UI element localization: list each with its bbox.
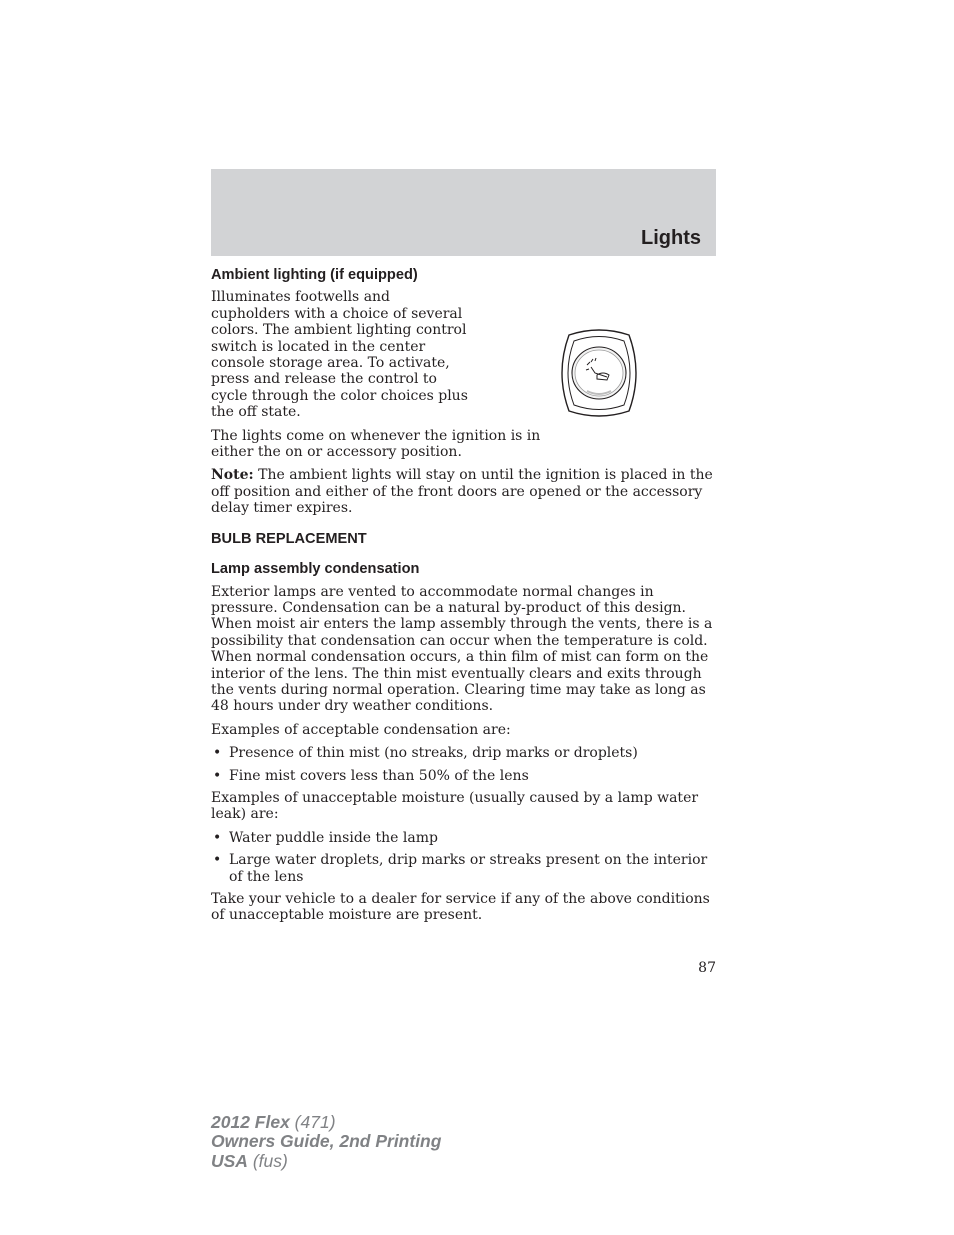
footer-line-2 xyxy=(211,1132,441,1151)
lamp-condensation-heading: Lamp assembly condensation xyxy=(211,561,420,578)
note-label: Note: xyxy=(211,467,254,484)
acceptable-intro: Examples of acceptable condensation are: xyxy=(211,721,511,738)
footer-market: USA xyxy=(211,1150,248,1171)
unacceptable-list xyxy=(211,830,716,885)
acceptable-list xyxy=(211,745,716,784)
closing-paragraph: Take your vehicle to a dealer for service if any of the above conditions of unacceptable moisture are present. xyxy=(211,891,710,924)
list-item xyxy=(211,745,716,761)
list-item-text: Fine mist covers less than 50% of the lens xyxy=(229,767,529,784)
bullet: • xyxy=(213,745,222,762)
footer-model: 2012 Flex xyxy=(211,1112,290,1132)
ambient-intro-block xyxy=(211,289,716,420)
bullet: • xyxy=(213,767,222,784)
note-text: The ambient lights will stay on until the ignition is placed in the off position and either of the front doors are opened or the accessory delay timer expires. xyxy=(211,467,713,517)
list-item xyxy=(211,830,716,846)
ambient-lighting-switch-icon xyxy=(557,327,641,419)
unacceptable-intro: Examples of unacceptable moisture (usually caused by a lamp water leak) are: xyxy=(211,789,699,823)
document-footer xyxy=(211,1113,441,1171)
footer-model-code: (471) xyxy=(289,1112,336,1132)
list-item xyxy=(211,852,716,885)
ambient-intro-paragraph: Illuminates footwells and cupholders with a choice of several colors. The ambient lighting control switch is located in the center console storage area. To activate, press and release the control to cycle through the color choices plus the off state. xyxy=(211,289,468,421)
bullet: • xyxy=(213,852,222,869)
footer-line-3 xyxy=(211,1152,441,1171)
list-item-text: Large water droplets, drip marks or streaks present on the interior of the lens xyxy=(229,852,708,885)
page-number: 87 xyxy=(698,960,716,976)
ambient-lighting-heading: Ambient lighting (if equipped) xyxy=(211,267,418,283)
bullet: • xyxy=(213,829,222,846)
section-header-band xyxy=(211,169,716,256)
footer-market-code: (fus) xyxy=(247,1150,288,1171)
list-item-text: Presence of thin mist (no streaks, drip marks or droplets) xyxy=(229,745,638,762)
lights-on-paragraph: The lights come on whenever the ignition is in either the on or accessory position. xyxy=(211,427,541,461)
footer-line-1 xyxy=(211,1113,441,1132)
condensation-paragraph: Exterior lamps are vented to accommodate normal changes in pressure. Condensation can be a natural by-product of this design. When moist air enters the lamp assembly through the vents, there is a possibility that condensation can occur when the temperature is cold. When normal condensation occurs, a thin film of mist can form on the interior of the lens. The thin mist eventually clears and exits through the vents during normal operation. Clearing time may take as long as 48 hours under dry weather conditions. xyxy=(211,583,713,715)
bulb-replacement-heading: BULB REPLACEMENT xyxy=(211,530,367,547)
page-content xyxy=(211,267,716,931)
footer-guide: Owners Guide, 2nd Printing xyxy=(211,1131,442,1152)
section-title: Lights xyxy=(641,227,701,249)
list-item xyxy=(211,768,716,784)
list-item-text: Water puddle inside the lamp xyxy=(229,829,438,846)
note-paragraph xyxy=(211,467,716,516)
